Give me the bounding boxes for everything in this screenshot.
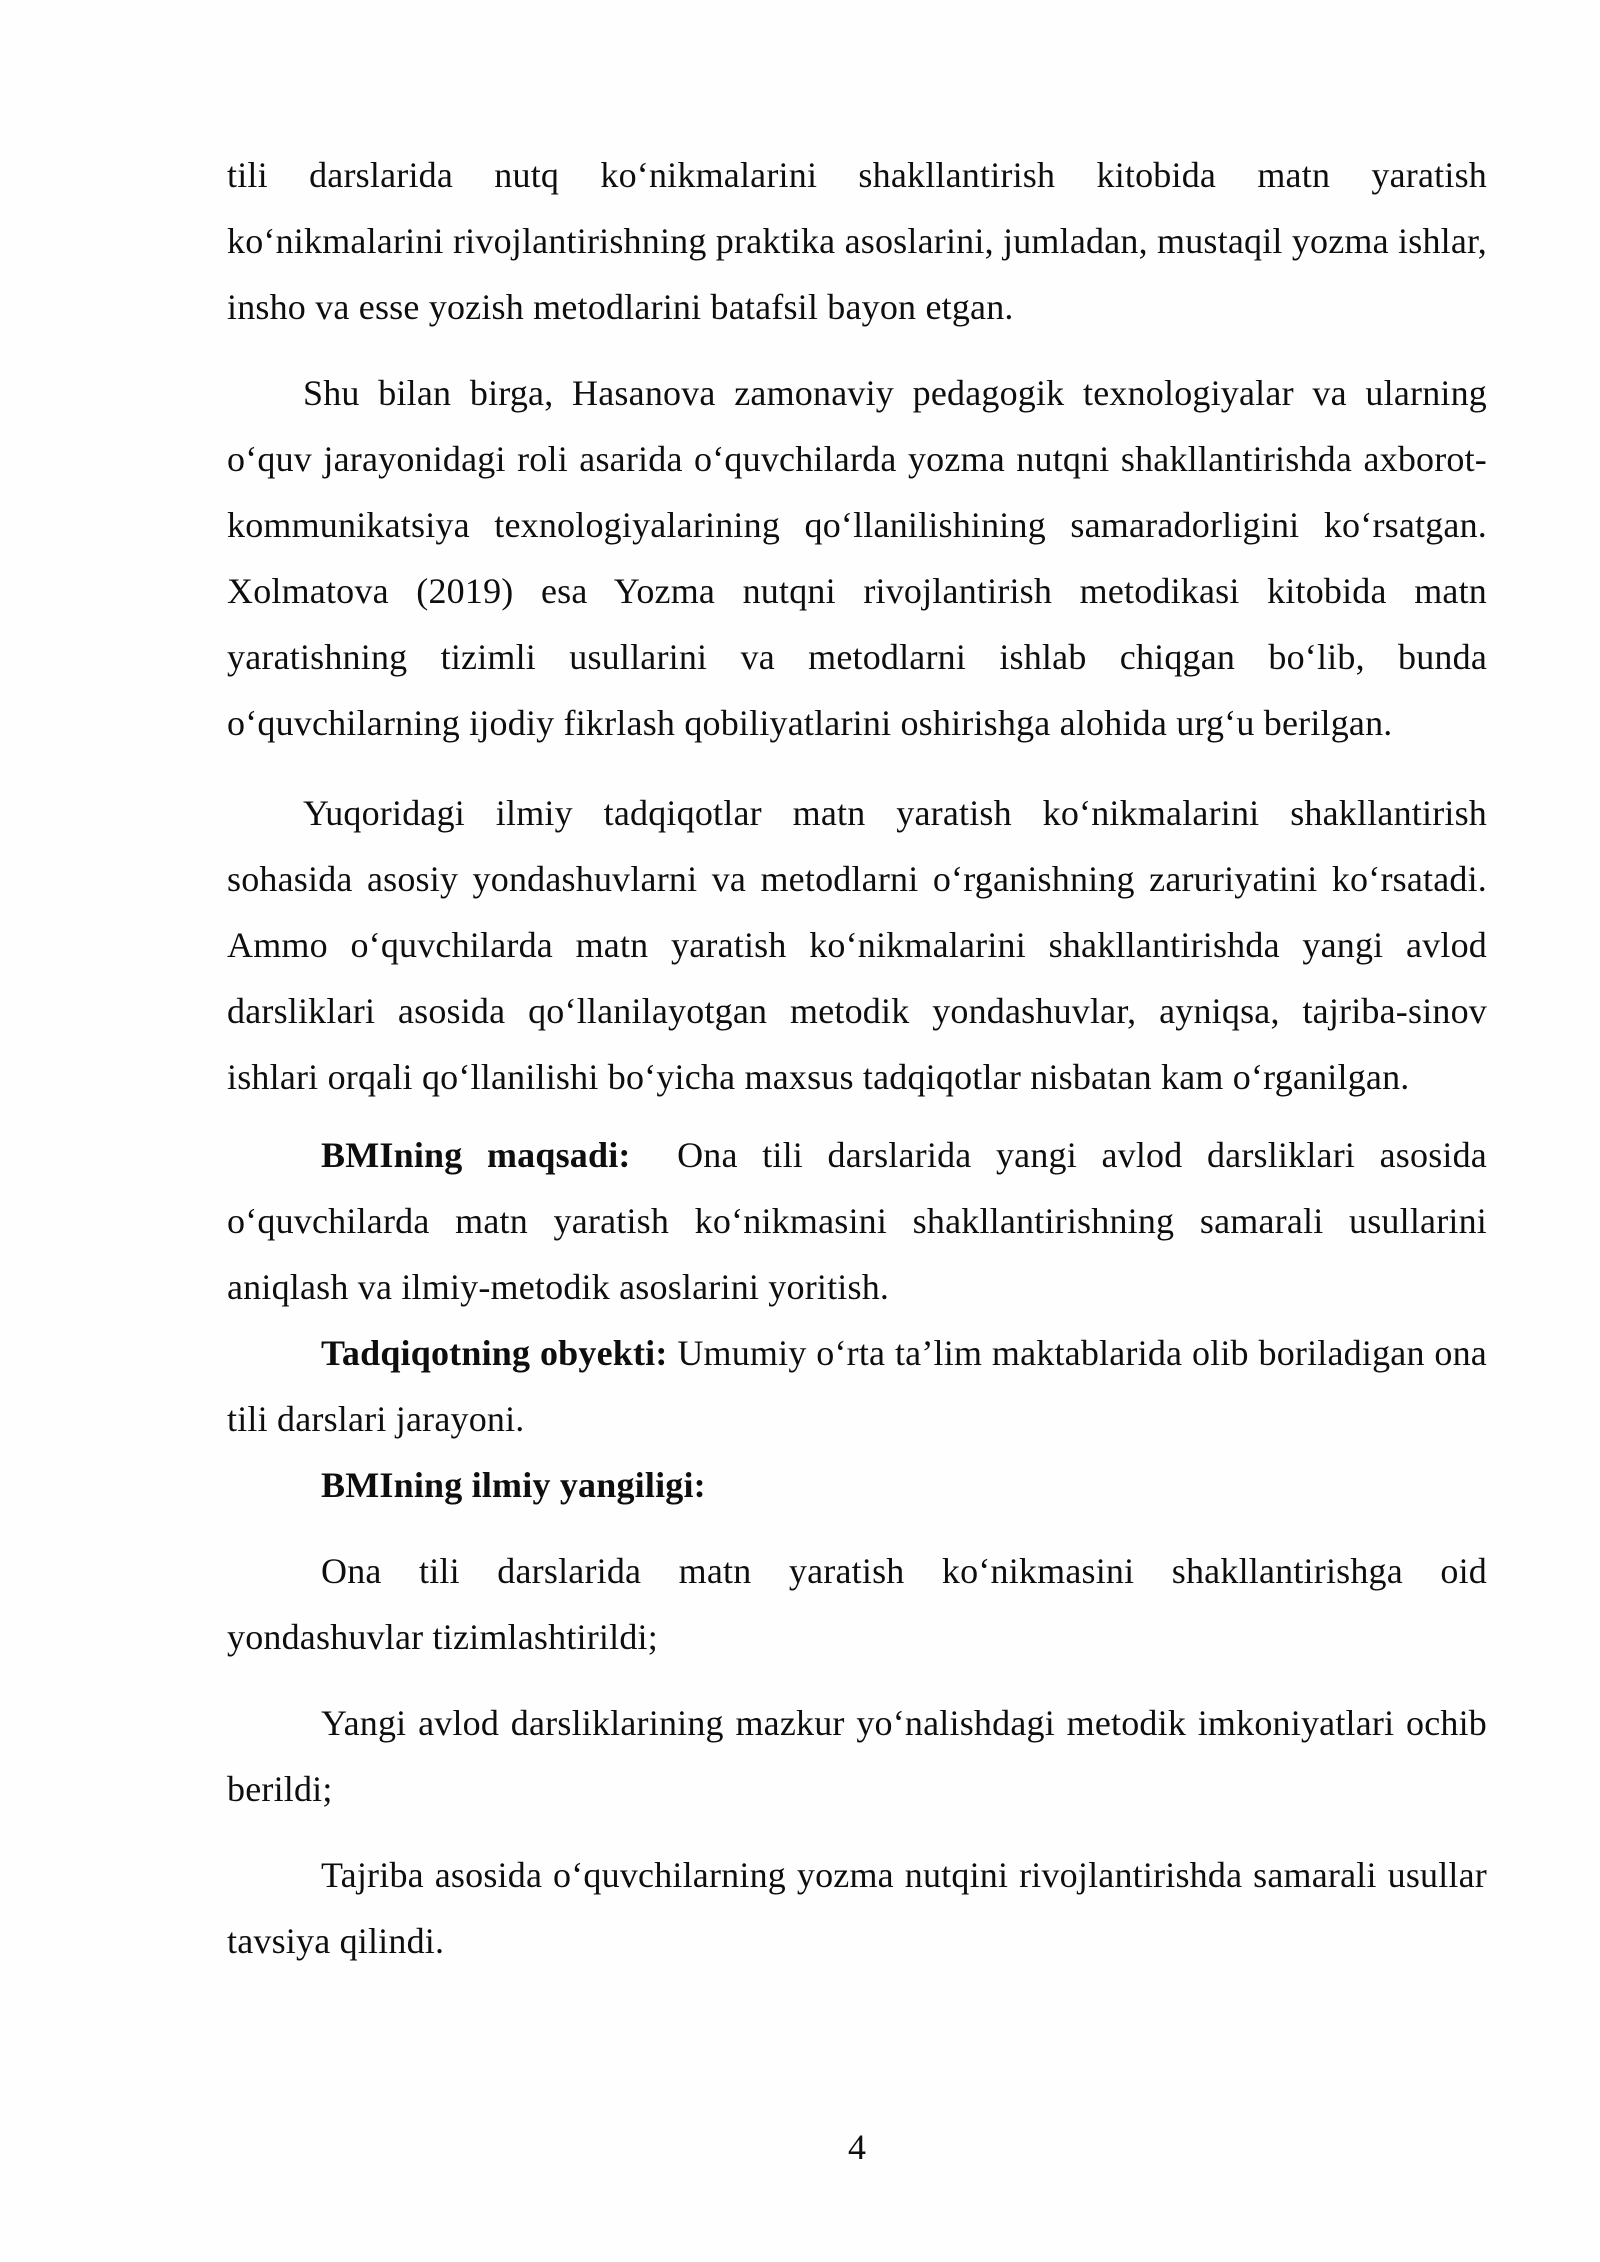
paragraph-bmi-maqsadi xyxy=(227,1122,1487,1320)
bmi-maqsadi-label: BMIning maqsadi: xyxy=(321,1135,631,1175)
heading-bmi-ilmiy-yangiligi xyxy=(227,1452,1487,1518)
bmi-ilmiy-yangiligi-label: BMIning ilmiy yangiligi: xyxy=(321,1465,706,1505)
paragraph-yondashuvlar-tizimlashtirildi: Ona tili darslarida matn yaratish ko‘nikmasini shakllantirishga oid yondashuvlar tizimlashtirildi; xyxy=(227,1551,1487,1657)
paragraph-shu-bilan-birga: Shu bilan birga, Hasanova zamonaviy pedagogik texnologiyalar va ularning o‘quv jarayonidagi roli asarida o‘quvchilarda yozma nutqni shakllantirishda axborot-kommunikatsiya texnologiyalarining qo‘llanilishining samaradorligini ko‘rsatgan. Xolmatova (2019) esa Yozma nutqni rivojlantirish metodikasi kitobida matn yaratishning tizimli usullarini va metodlarni ishlab chiqgan bo‘lib, bunda o‘quvchilarning ijodiy fikrlash qobiliyatlarini oshirishga alohida urg‘u berilgan. xyxy=(227,373,1487,743)
tadqiqot-obyekti-label: Tadqiqotning obyekti: xyxy=(321,1333,668,1373)
tadqiqot-obyekti-text: Umumiy o‘rta ta’lim maktablarida olib boriladigan ona tili darslari jarayoni. xyxy=(227,1333,1487,1439)
paragraph-yangi-avlod-darsliklari: Yangi avlod darsliklarining mazkur yo‘nalishdagi metodik imkoniyatlari ochib berildi; xyxy=(227,1703,1487,1809)
bmi-maqsadi-text: Ona tili darslarida yangi avlod darsliklari asosida o‘quvchilarda matn yaratish ko‘nikmasini shakllantirishning samarali usullarini aniqlash va ilmiy-metodik asoslarini yoritish. xyxy=(227,1135,1487,1307)
paragraph-intro-continuation: tili darslarida nutq ko‘nikmalarini shakllantirish kitobida matn yaratish ko‘nikmalarini rivojlantirishning praktika asoslarini, jumladan, mustaqil yozma ishlar, insho va esse yozish metodlarini batafsil bayon etgan. xyxy=(227,155,1487,327)
paragraph-yuqoridagi-tadqiqotlar: Yuqoridagi ilmiy tadqiqotlar matn yaratish ko‘nikmalarini shakllantirish sohasida asosiy yondashuvlarni va metodlarni o‘rganishning zaruriyatini ko‘rsatadi. Ammo o‘quvchilarda matn yaratish ko‘nikmalarini shakllantirishda yangi avlod darsliklari asosida qo‘llanilayotgan metodik yondashuvlar, ayniqsa, tajriba-sinov ishlari orqali qo‘llanilishi bo‘yicha maxsus tadqiqotlar nisbatan kam o‘rganilgan. xyxy=(227,793,1487,1097)
paragraph-tajriba-asosida: Tajriba asosida o‘quvchilarning yozma nutqini rivojlantirishda samarali usullar tavsiya qilindi. xyxy=(227,1855,1487,1961)
text-column xyxy=(227,142,1487,1974)
page-number: 4 xyxy=(848,2127,866,2167)
paragraph-tadqiqot-obyekti xyxy=(227,1320,1487,1452)
